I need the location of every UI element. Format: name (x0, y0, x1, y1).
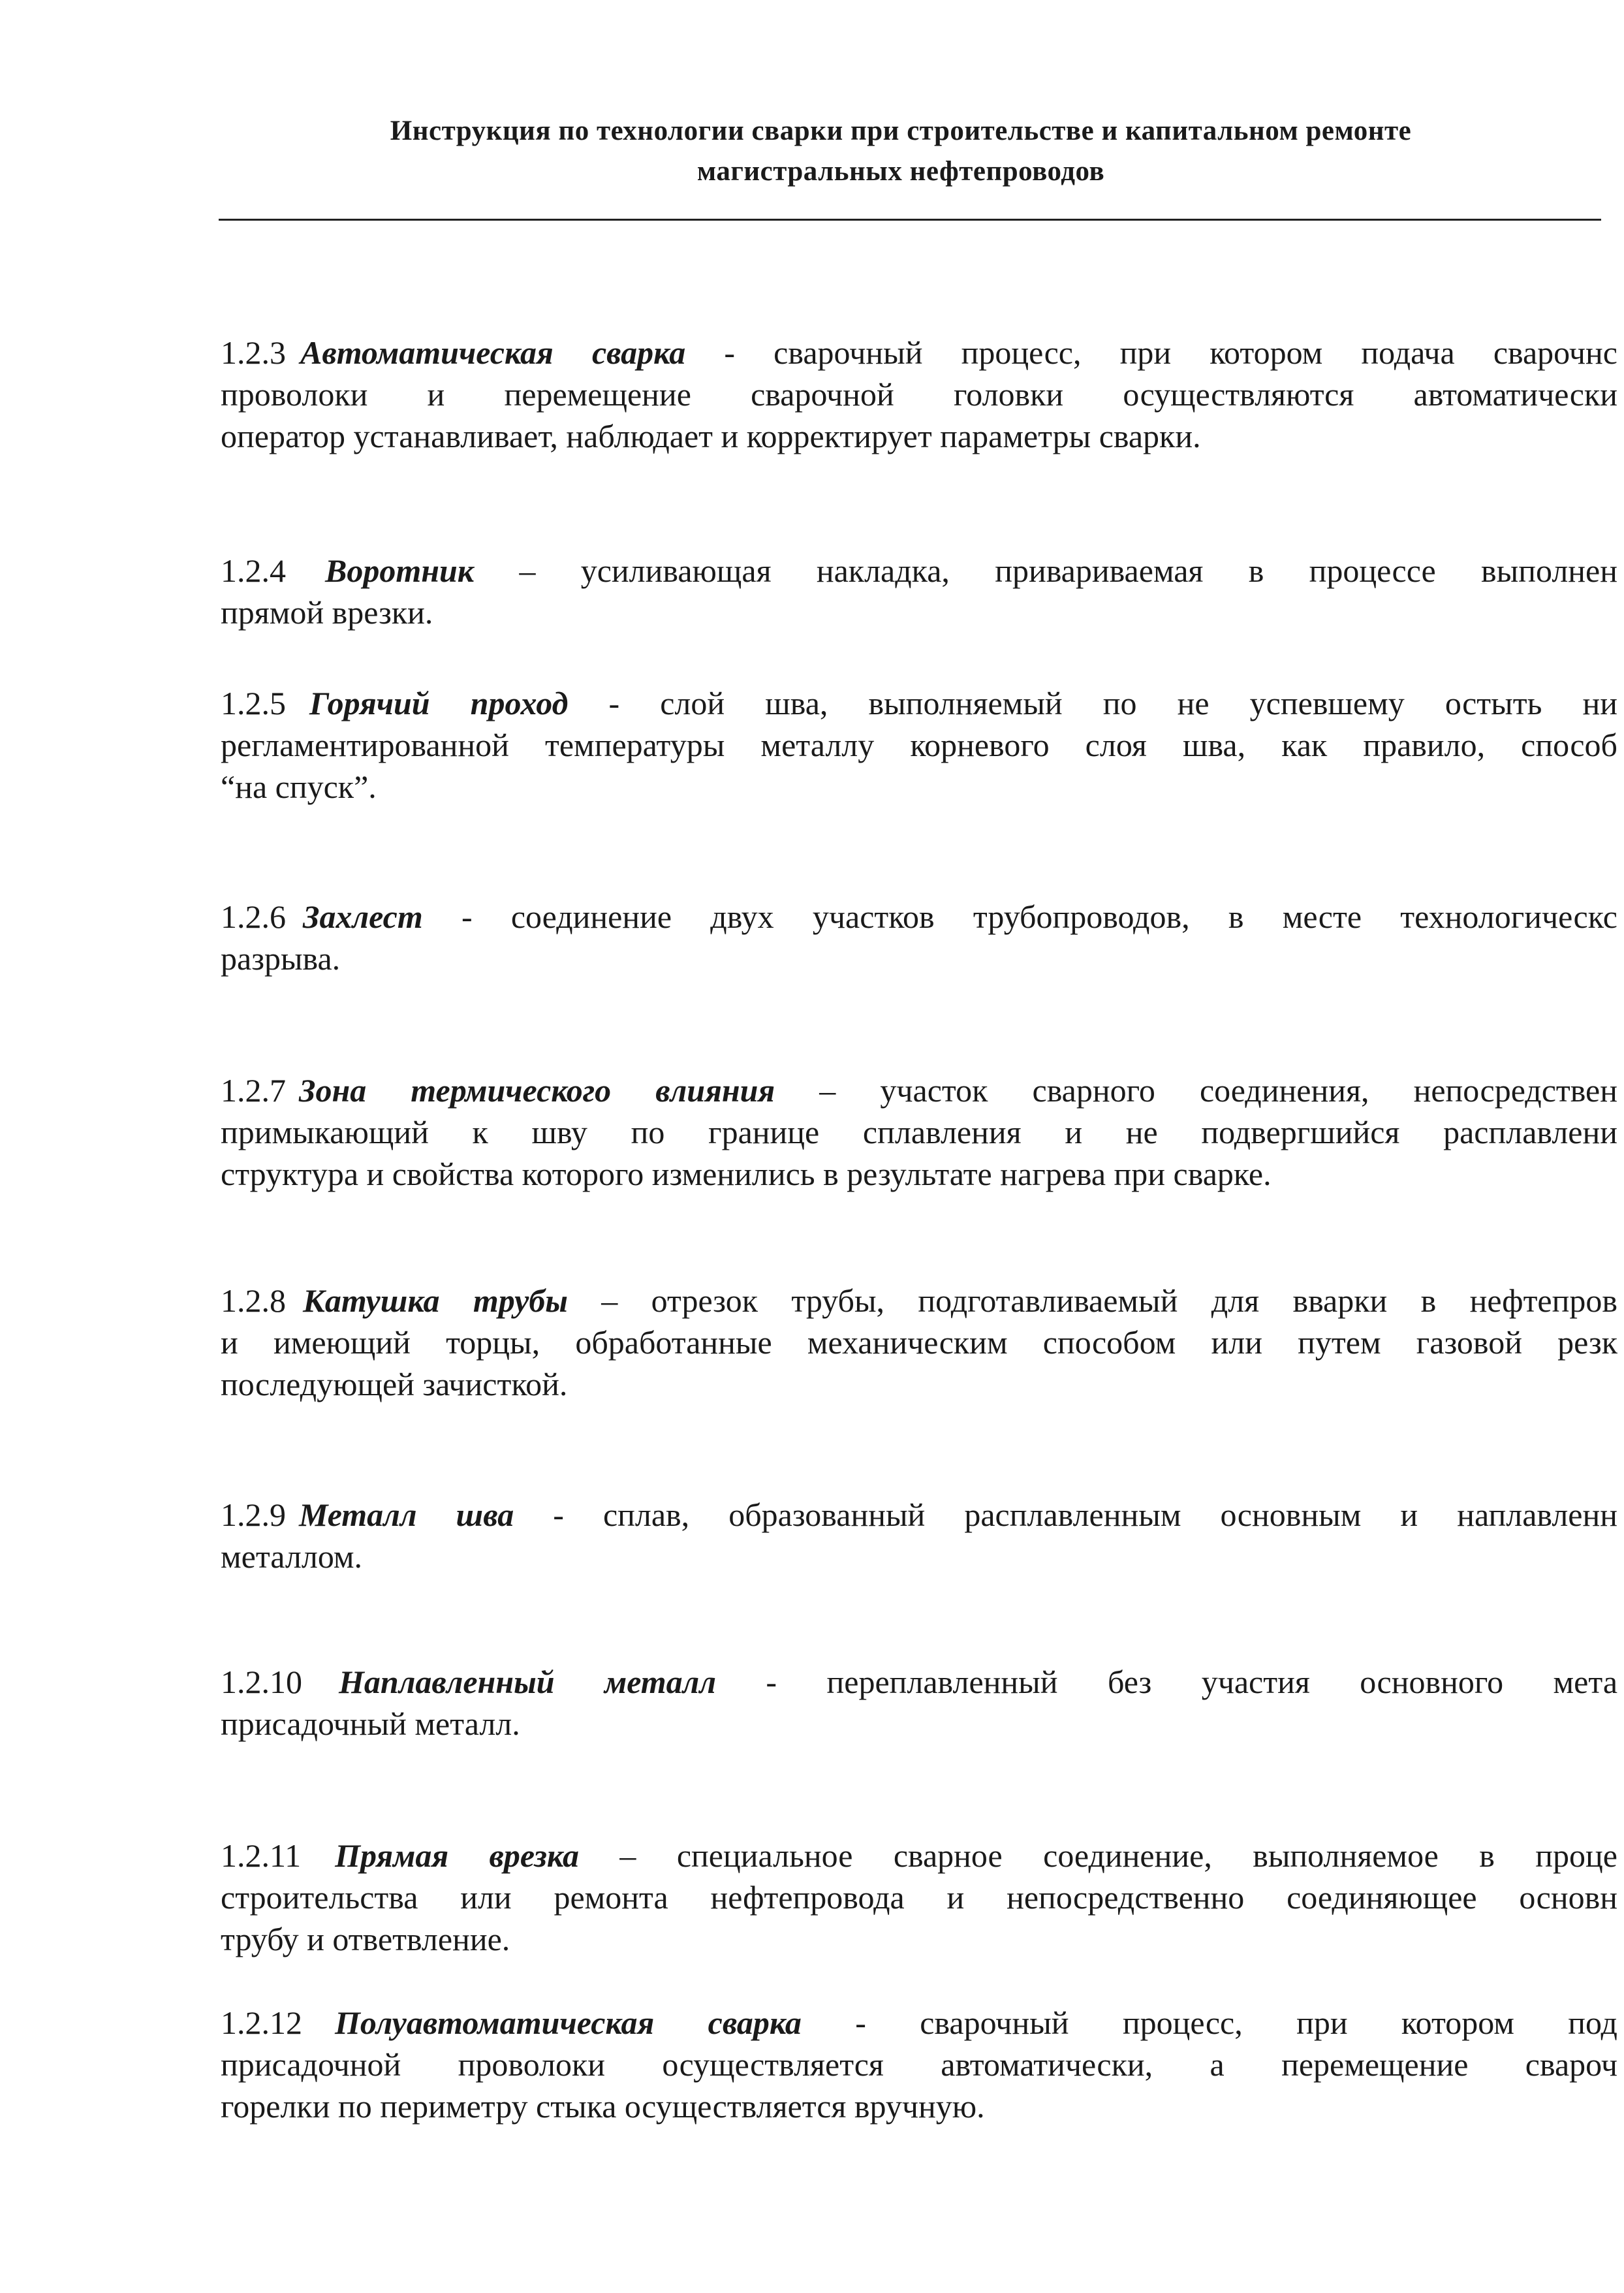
term-line-3: трубу и ответвление. (221, 1921, 510, 1957)
term-1-2-10 (221, 1661, 1617, 1745)
term-line-1 (221, 1661, 1617, 1703)
term-name: Металл шва (299, 1496, 514, 1533)
term-line-3: оператор устанавливает, наблюдает и корректирует параметры сварки. (221, 418, 1201, 454)
term-name: Катушка трубы (303, 1282, 568, 1319)
term-1-2-9 (221, 1494, 1617, 1577)
term-1-2-5 (221, 682, 1617, 808)
term-name: Воротник (325, 552, 475, 589)
term-line-2: проволоки и перемещение сварочной головки осуществляются автоматически (221, 376, 1617, 413)
term-name: Горячий проход (309, 685, 569, 721)
term-line-2: присадочный металл. (221, 1705, 520, 1742)
term-line-2: строительства или ремонта нефтепровода и непосредственно соединяющее основн (221, 1879, 1617, 1916)
term-line-1 (221, 1494, 1617, 1536)
term-number: 1.2.7 (221, 1072, 286, 1109)
term-line-2: металлом. (221, 1538, 363, 1575)
term-line-2: присадочной проволоки осуществляется автоматически, а перемещение свароч (221, 2046, 1617, 2083)
term-text: - сплав, образованный расплавленным основным и наплавленн (514, 1496, 1617, 1533)
term-line-1 (221, 2002, 1617, 2044)
term-line-1 (221, 1280, 1617, 1321)
term-name: Прямая врезка (335, 1837, 580, 1874)
term-text: - сварочный процесс, при котором под (801, 2004, 1617, 2041)
document-header (222, 111, 1580, 192)
term-text: - слой шва, выполняемый по не успевшему остыть ни (568, 685, 1617, 721)
term-number: 1.2.4 (221, 552, 286, 589)
term-number: 1.2.3 (221, 334, 286, 371)
header-divider (219, 219, 1601, 221)
term-line-2: разрыва. (221, 940, 341, 977)
term-name: Захлест (303, 898, 423, 935)
term-1-2-4 (221, 550, 1617, 633)
term-1-2-8 (221, 1280, 1617, 1405)
term-line-1 (221, 332, 1617, 373)
term-line-3: горелки по периметру стыка осуществляется вручную. (221, 2088, 985, 2125)
term-text: - переплавленный без участия основного мета (716, 1664, 1617, 1700)
term-1-2-3 (221, 332, 1617, 457)
term-line-2: регламентированной температуры металлу корневого слоя шва, как правило, способ (221, 727, 1617, 763)
term-name: Автоматическая сварка (300, 334, 686, 371)
term-text: – усиливающая накладка, привариваемая в процессе выполнен (474, 552, 1617, 589)
term-number: 1.2.10 (221, 1664, 302, 1700)
term-name: Полуавтоматическая сварка (335, 2004, 802, 2041)
term-number: 1.2.6 (221, 898, 286, 935)
term-line-1 (221, 1835, 1617, 1876)
term-line-3: “на спуск”. (221, 768, 377, 805)
term-line-1 (221, 682, 1617, 724)
term-text: - соединение двух участков трубопроводов, в месте технологическс (422, 898, 1617, 935)
term-number: 1.2.11 (221, 1837, 302, 1874)
term-line-3: структура и свойства которого изменились в результате нагрева при сварке. (221, 1156, 1272, 1192)
term-text: – отрезок трубы, подготавливаемый для вварки в нефтепров (567, 1282, 1617, 1319)
term-line-2: и имеющий торцы, обработанные механическим способом или путем газовой резк (221, 1324, 1617, 1361)
term-line-1 (221, 550, 1617, 592)
term-line-2: примыкающий к шву по границе сплавления и не подвергшийся расплавлени (221, 1114, 1617, 1150)
term-line-3: последующей зачисткой. (221, 1366, 568, 1402)
term-line-2: прямой врезки. (221, 594, 433, 631)
term-name: Наплавленный металл (339, 1664, 716, 1700)
term-1-2-12 (221, 2002, 1617, 2127)
term-number: 1.2.8 (221, 1282, 286, 1319)
term-line-1 (221, 1069, 1617, 1111)
term-1-2-7 (221, 1069, 1617, 1195)
term-number: 1.2.12 (221, 2004, 302, 2041)
term-1-2-11 (221, 1835, 1617, 1960)
header-title-line-1: Инструкция по технологии сварки при строительстве и капитальном ремонте (390, 116, 1412, 146)
term-text: – участок сварного соединения, непосредствен (775, 1072, 1617, 1109)
term-number: 1.2.9 (221, 1496, 286, 1533)
term-text: - сварочный процесс, при котором подача сварочнс (685, 334, 1617, 371)
term-line-1 (221, 896, 1617, 938)
term-number: 1.2.5 (221, 685, 286, 721)
term-text: – специальное сварное соединение, выполняемое в проце (579, 1837, 1617, 1874)
header-title-line-2: магистральных нефтепроводов (696, 156, 1105, 187)
term-name: Зона термического влияния (299, 1072, 775, 1109)
term-1-2-6 (221, 896, 1617, 979)
